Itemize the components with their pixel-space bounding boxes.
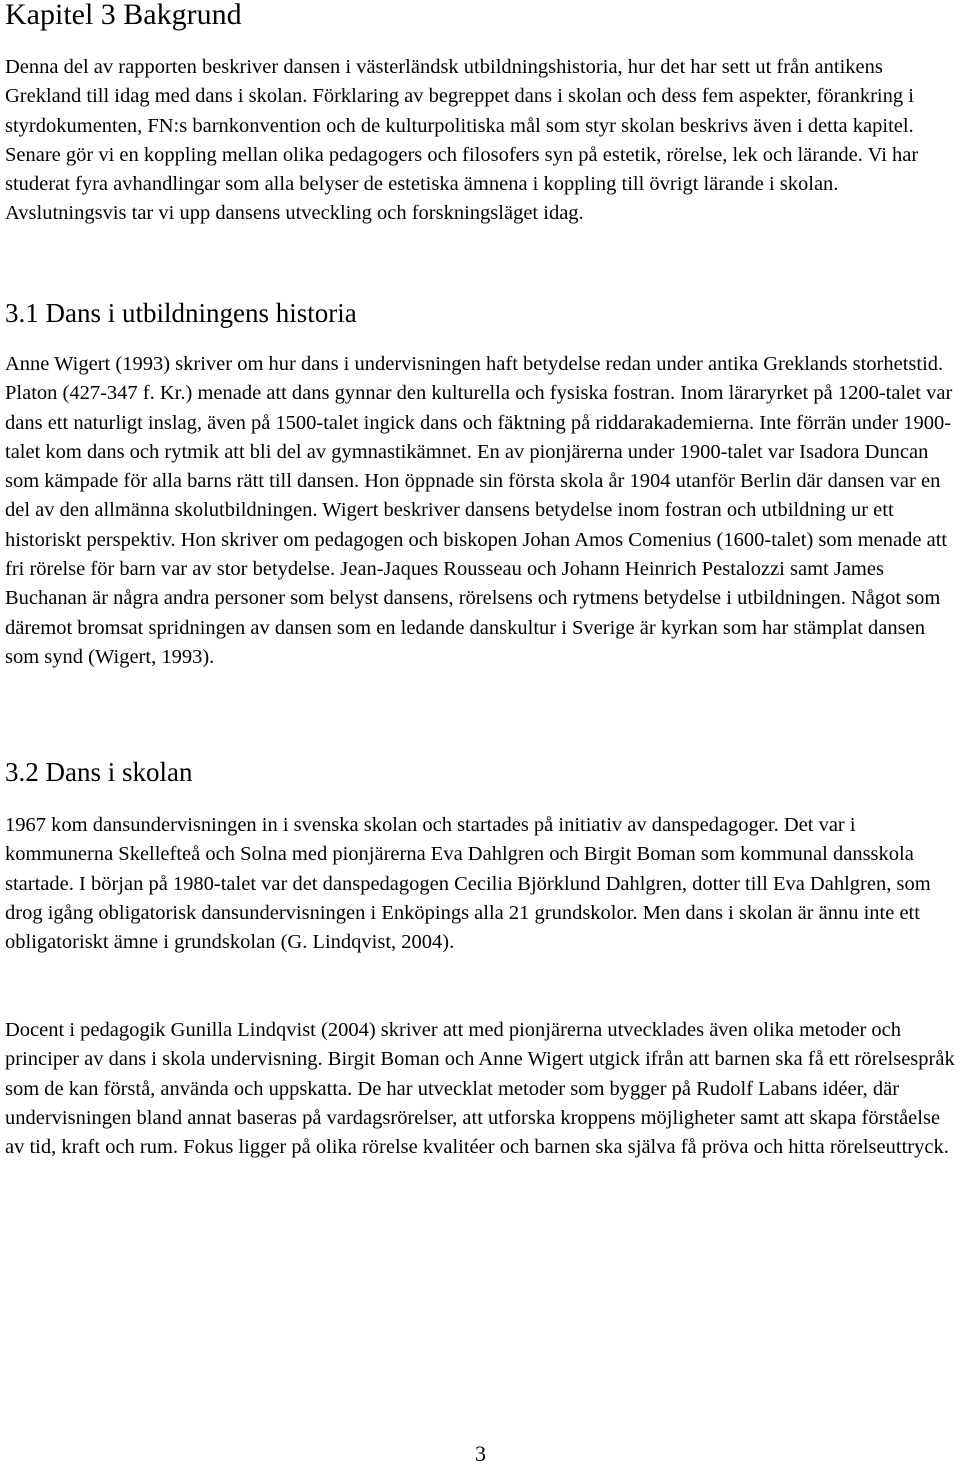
chapter-title: Kapitel 3 Bakgrund (5, 0, 242, 31)
section-3-2-paragraph-2: Docent i pedagogik Gunilla Lindqvist (2004) skriver att med pionjärerna utvecklades även olika metoder och principer av dans i skola undervisning. Birgit Boman och Anne Wigert utgick ifrån att barnen ska få ett rörelsespråk som de kan förstå, använda och uppskatta. De har utvecklat metoder som bygger på Rudolf Labans idéer, där undervisningen bland annat baseras på vardagsrörelser, att utforska kroppens möjligheter samt att skapa förståelse av tid, kraft och rum. Fokus ligger på olika rörelse kvalitéer och barnen ska själva få pröva och hitta rörelseuttryck. (5, 1019, 955, 1159)
section-3-2-paragraph-1: 1967 kom dansundervisningen in i svenska skolan och startades på initiativ av danspedagoger. Det var i kommunerna Skellefteå och Solna med pionjärerna Eva Dahlgren och Birgit Boman som kommunal dansskola startade. I början på 1980-talet var det danspedagogen Cecilia Björklund Dahlgren, dotter till Eva Dahlgren, som drog igång obligatorisk dansundervisningen i Enköpings alla 21 grundskolor. Men dans i skolan är ännu inte ett obligatoriskt ämne i grundskolan (G. Lindqvist, 2004). (5, 814, 931, 954)
chapter-intro-paragraph: Denna del av rapporten beskriver dansen i västerländsk utbildningshistoria, hur det har sett ut från antikens Grekland till idag med dans i skolan. Förklaring av begreppet dans i skolan och dess fem aspekter, förankring i styrdokumenten, FN:s barnkonvention och de kulturpolitiska mål som styr skolan beskrivs även i detta kapitel. Senare gör vi en koppling mellan olika pedagogers och filosofers syn på estetik, rörelse, lek och lärande. Vi har studerat fyra avhandlingar som alla belyser de estetiska ämnena i koppling till övrigt lärande i skolan. Avslutningsvis tar vi upp dansens utveckling och forskningsläget idag. (5, 56, 919, 225)
section-title-3-1: 3.1 Dans i utbildningens historia (5, 298, 357, 328)
section-3-1-paragraph: Anne Wigert (1993) skriver om hur dans i undervisningen haft betydelse redan under antika Greklands storhetstid. Platon (427-347 f. Kr.) menade att dans gynnar den kulturella och fysiska fostran. Inom läraryrket på 1200-talet var dans ett naturligt inslag, även på 1500-talet ingick dans och fäktning på riddarakademierna. Inte förrän under 1900-talet kom dans och rytmik att bli del av gymnastikämnet. En av pionjärerna under 1900-talet var Isadora Duncan som kämpade för alla barns rätt till dansen. Hon öppnade sin första skola år 1904 utanför Berlin där dansen var en del av den allmänna skolutbildningen. Wigert beskriver dansens betydelse inom fostran och utbildning ur ett historiskt perspektiv. Hon skriver om pedagogen och biskopen Johan Amos Comenius (1600-talet) som menade att fri rörelse för barn var av stor betydelse. Jean-Jaques Rousseau och Johann Heinrich Pestalozzi samt James Buchanan är några andra personer som belyst dansens, rörelsens och rytmens betydelse i utbildningen. Något som däremot bromsat spridningen av dansen som en ledande danskultur i Sverige är kyrkan som har stämplat dansen som synd (Wigert, 1993). (5, 353, 953, 668)
section-title-3-2: 3.2 Dans i skolan (5, 757, 193, 787)
page-number: 3 (475, 1441, 486, 1466)
